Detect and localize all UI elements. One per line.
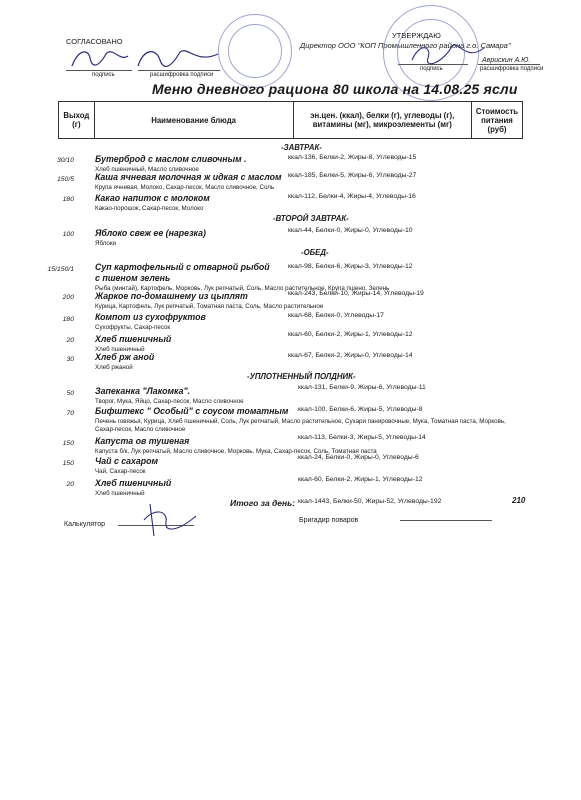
meal-snack: -УПЛОТНЕННЫЙ ПОЛДНИК- [247,372,356,381]
item-yield: 180 [62,196,74,203]
item-ingredients: Рыба (минтай), Картофель, Морковь, Лук репчатый, Соль, Масло растительное, Крупа пшено, Зелень [95,285,390,292]
item-nutrition: ккал-100, Белки-6, Жиры-5, Углеводы-8 [298,406,423,413]
total-label: Итого за день: [230,498,296,508]
round-stamp-right-inner [397,19,465,87]
item-yield: 150 [62,440,74,447]
page-title: Меню дневного рациона 80 школа на 14.08.25 ясли [152,81,518,97]
item-nutrition: ккал-44, Белки-0, Жиры-0, Углеводы-10 [288,227,413,234]
item-nutrition: ккал-24, Белки-0, Жиры-0, Углеводы-6 [298,454,419,461]
item-yield: 70 [66,410,74,417]
right-decode-caption: расшифровка подписи [480,66,544,72]
item-name: Капуста ов тушеная [95,436,190,446]
item-ingredients: Хлеб ржаной [95,364,133,371]
item-ingredients: Творог, Мука, Яйцо, Сахар-песок, Масло сливочное [95,398,244,405]
item-nutrition: ккал-68, Белки-0, Углеводы-17 [288,312,384,319]
total-price: 210 [512,496,526,505]
item-name: Чай с сахаром [95,456,158,466]
item-name: Бифштекс " Особый" с соусом томатным [95,406,289,416]
item-yield: 30/10 [56,157,74,164]
item-nutrition: ккал-112, Белки-4, Жиры-4, Углеводы-16 [288,193,416,200]
director-line: Директор ООО "КОП Промышленного района г.о. Самара" [300,41,511,50]
item-nutrition: ккал-98, Белки-6, Жиры-3, Углеводы-12 [288,263,413,270]
item-yield: 30 [66,356,74,363]
item-ingredients: Сухофрукты, Сахар-песок [95,324,171,331]
right-sign-caption: подпись [420,66,443,72]
item-ingredients: Крупа ячневая, Молоко, Сахар-песок, Масло сливочное, Соль [95,184,275,191]
calculator-label: Калькулятор [64,521,105,528]
item-yield: 200 [62,294,74,301]
left-decode-caption: расшифровка подписи [150,72,214,78]
item-name: Какао напиток с молоком [95,193,210,203]
col-price: Стоимость питания (руб) [471,102,522,139]
item-nutrition: ккал-60, Белки-2, Жиры-1, Углеводы-12 [288,331,413,338]
item-name: Хлеб рж аной [95,352,155,362]
item-ingredients: Яблоки [95,240,117,247]
item-name: Хлеб пшеничный [95,478,172,488]
item-nutrition: ккал-60, Белки-2, Жиры-1, Углеводы-12 [298,476,423,483]
item-name: Хлеб пшеничный [95,334,172,344]
round-stamp-left-inner [228,24,282,78]
item-nutrition: ккал-67, Белки-2, Жиры-0, Углеводы-14 [288,352,413,359]
col-nutrition: эн.цен. (ккал), белки (г), углеводы (г), витамины (мг), микроэлементы (мг) [293,102,471,139]
left-signature-handwriting [68,44,228,74]
item-nutrition: ккал-185, Белки-5, Жиры-6, Углеводы-27 [288,172,417,179]
item-ingredients: Курица, Картофель, Лук репчатый, Томатная паста, Соль, Масло растительное [95,303,324,310]
item-ingredients: Хлеб пшеничный [95,346,145,353]
cook-brigadier-line [400,520,492,521]
item-yield: 180 [62,316,74,323]
right-name: Аврискин А.Ю. [482,57,531,64]
approval-left-title: СОГЛАСОВАНО [66,37,123,46]
item-ingredients: Хлеб пшеничный, Масло сливочное [95,166,199,173]
item-name: Запеканка "Лакомка". [95,386,191,396]
item-yield: 150 [62,460,74,467]
item-name: Компот из сухофруктов [95,312,206,322]
total-nutrition: ккал-1443, Белки-50, Жиры-52, Углеводы-192 [298,498,442,505]
item-name: Жаркое по-домашнему из цыплят [95,291,248,301]
cook-brigadier-label: Бригадир поваров [299,517,359,524]
item-name: Суп картофельный с отварной рыбой с пшеном зелень [95,262,270,283]
approval-right-title: УТВЕРЖДАЮ [392,31,441,40]
col-dish: Наименование блюда [94,102,293,139]
item-ingredients: Капуста б/к, Лук репчатый, Масло сливочное, Морковь, Мука, Сахар-песок, Соль, Томатная паста [95,448,377,455]
item-ingredients: Хлеб пшеничный [95,490,145,497]
item-yield: 20 [66,337,74,344]
item-yield: 100 [62,231,74,238]
item-nutrition: ккал-131, Белки-9, Жиры-6, Углеводы-11 [298,384,426,391]
item-nutrition: ккал-136, Белки-2, Жиры-8, Углеводы-15 [288,154,417,161]
item-ingredients: Печень говяжья, Курица, Хлеб пшеничный, Соль, Лук репчатый, Масло растительное, Сухари панировочные, Мука, Томатная паста, Морковь, Сахар-песок, Масло сливочное [95,418,506,433]
item-ingredients: Какао-порошок, Сахар-песок, Молоко [95,205,204,212]
item-nutrition: ккал-243, Белки-10, Жиры-14, Углеводы-19 [288,290,424,297]
item-yield: 15/150/1 [47,266,74,273]
item-yield: 20 [66,481,74,488]
item-name: Бутерброд с маслом сливочным . [95,154,247,164]
item-yield: 150/5 [56,176,74,183]
left-sign-caption: подпись [92,72,115,78]
meal-lunch: -ОБЕД- [301,248,329,257]
item-name: Яблоко свеж ее (нарезка) [95,228,206,238]
item-yield: 50 [66,390,74,397]
item-nutrition: ккал-113, Белки-3, Жиры-5, Углеводы-14 [298,434,426,441]
item-name: Каша ячневая молочная ж идкая с маслом [95,172,282,182]
menu-table-header [58,101,523,139]
item-ingredients: Чай, Сахар-песок [95,468,146,475]
meal-breakfast: -ЗАВТРАК- [281,143,322,152]
col-yield: Выход (г) [59,102,95,139]
calculator-signature-handwriting [140,502,200,538]
meal-second-breakfast: -ВТОРОЙ ЗАВТРАК- [273,214,349,223]
